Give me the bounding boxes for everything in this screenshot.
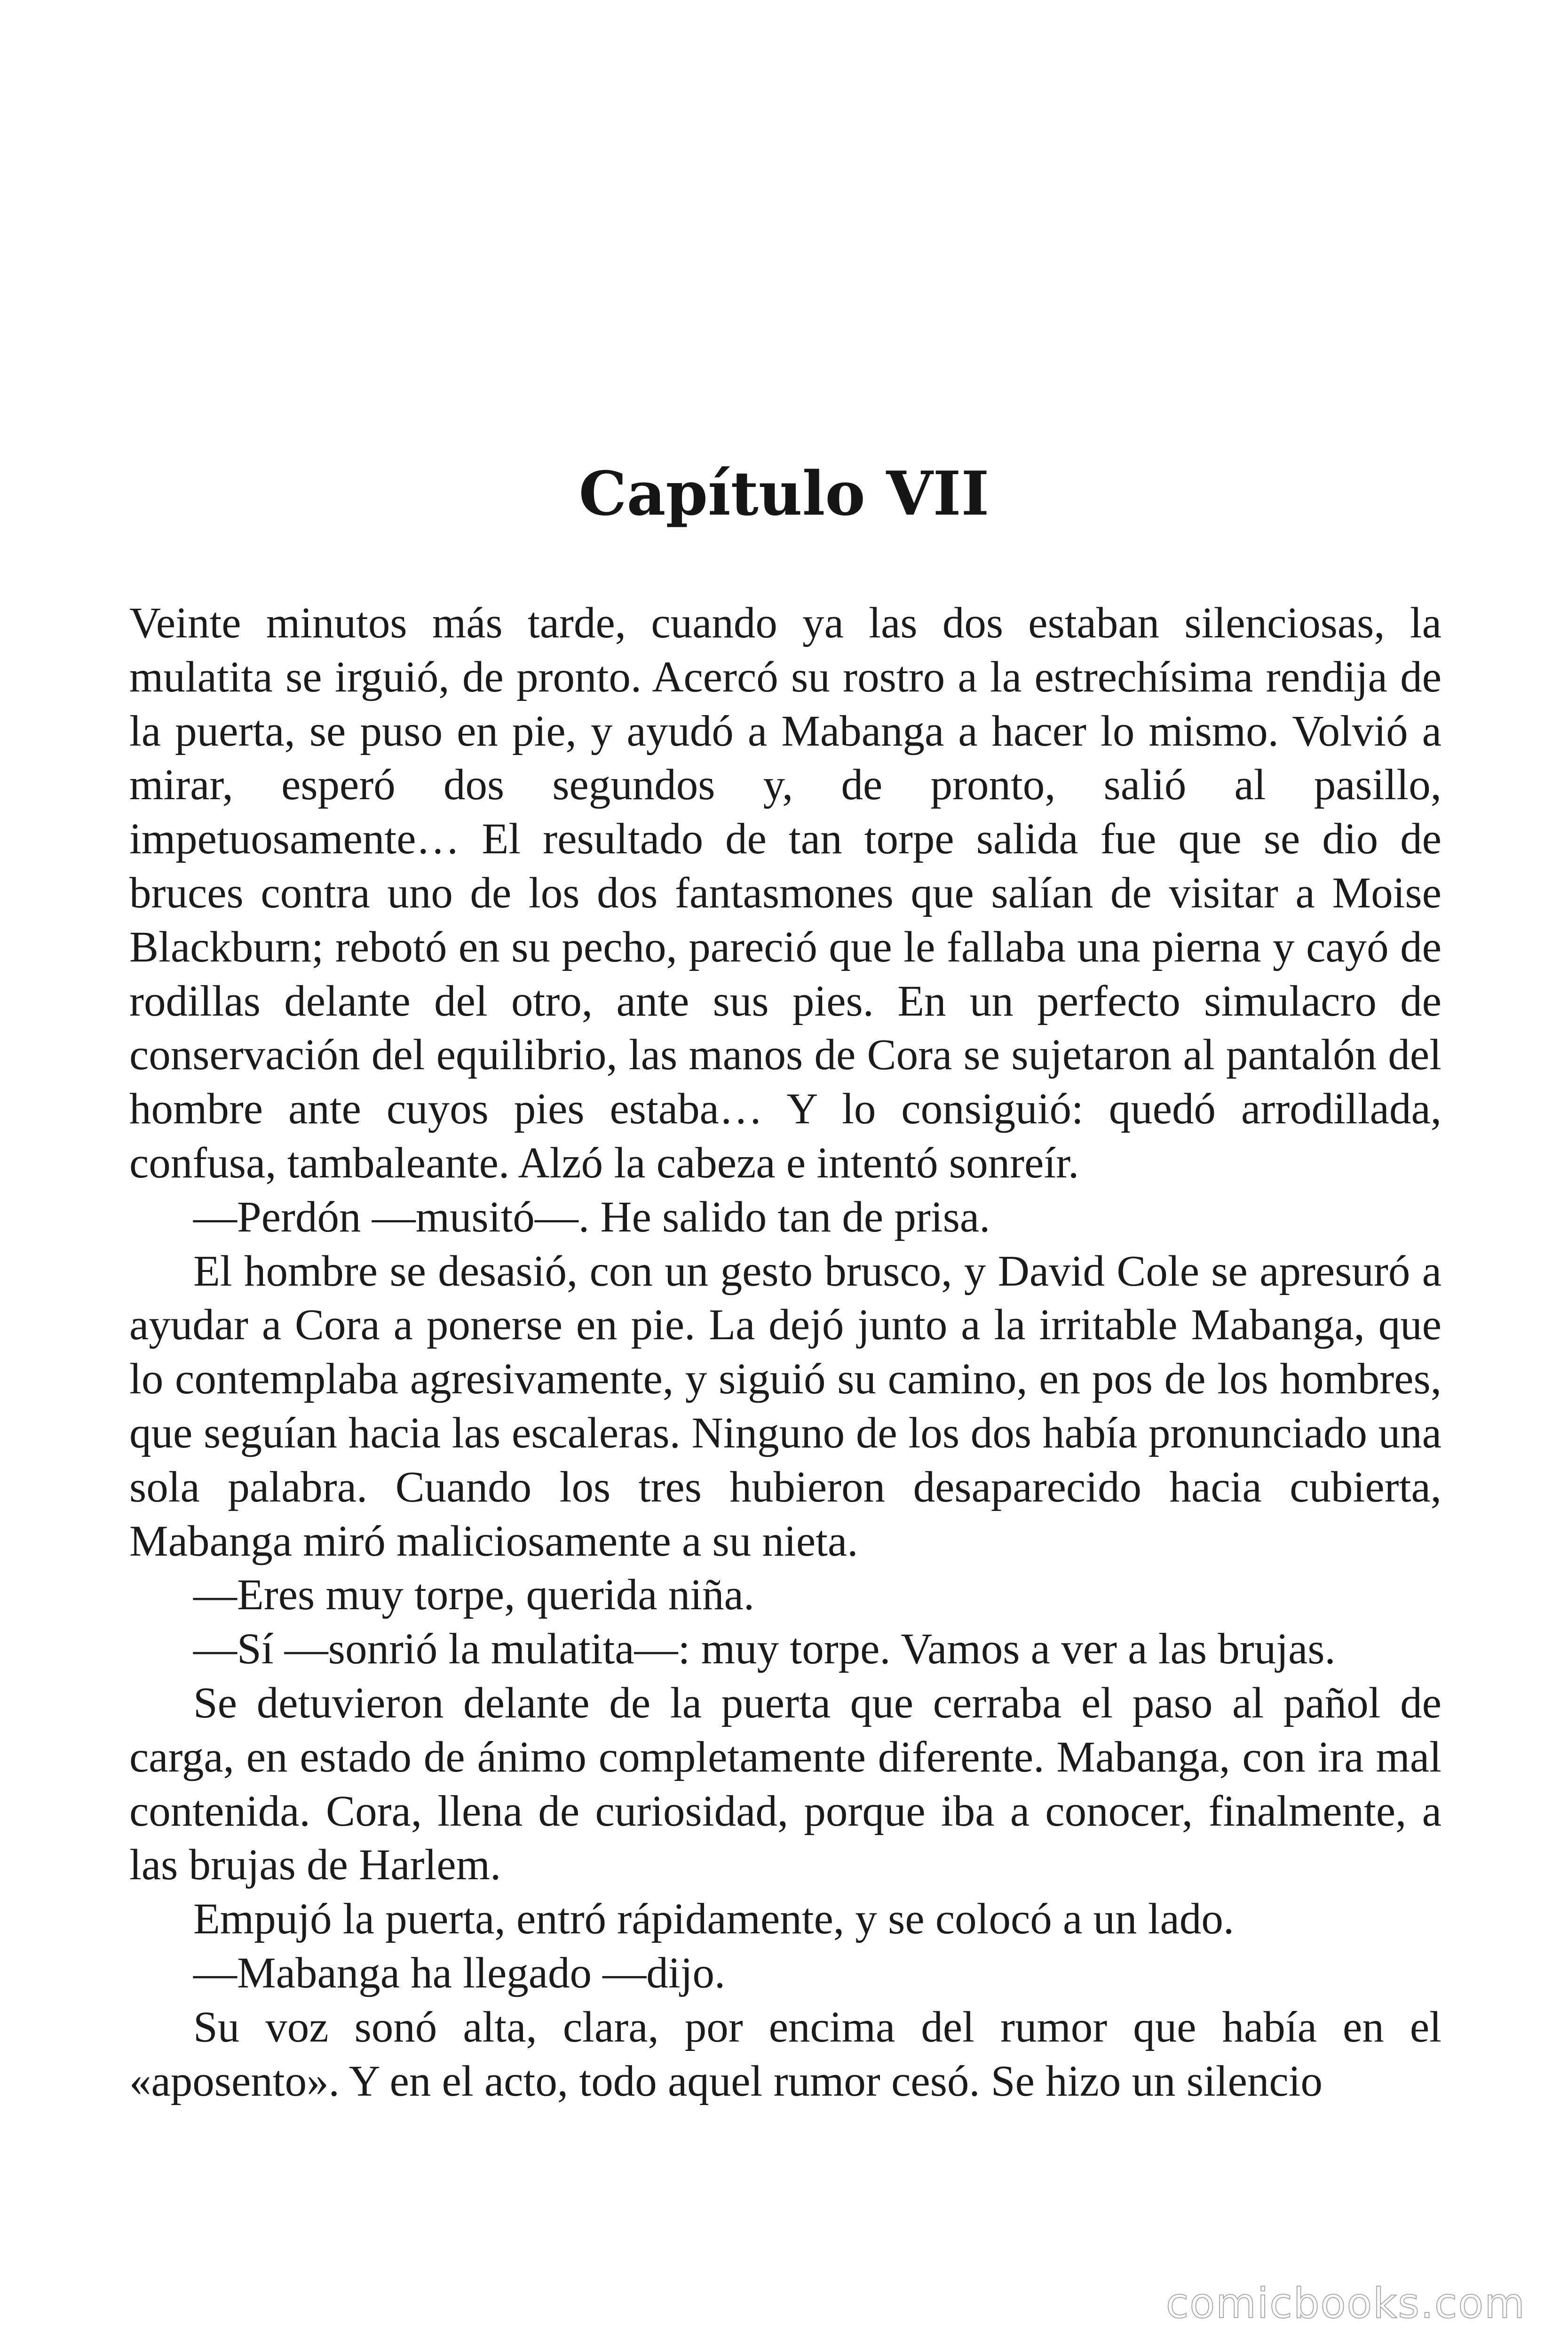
paragraph: —Mabanga ha llegado —dijo. bbox=[193, 1948, 726, 1997]
paragraph: Su voz sonó alta, clara, por encima del rumor que había en el «aposento». Y en el acto, todo aquel rumor cesó. Se hizo un silencio bbox=[129, 2002, 1441, 2106]
chapter-body bbox=[129, 596, 1441, 2108]
chapter-title: Capítulo VII bbox=[578, 459, 990, 529]
watermark-text: comicbooks.com bbox=[1165, 2279, 1526, 2328]
paragraph: —Sí —sonrió la mulatita—: muy torpe. Vamos a ver a las brujas. bbox=[193, 1625, 1336, 1674]
paragraph: Veinte minutos más tarde, cuando ya las dos estaban silenciosas, la mulatita se irguió, de pronto. Acercó su rostro a la estrechísima rendija de la puerta, se puso en pie, y ayudó a Mabanga a hacer lo mismo. Volvió a mirar, esperó dos segundos y, de pronto, salió al pasillo, impetuosamente… El resultado de tan torpe salida fue que se dio de bruces contra uno de los dos fantasmones que salían de visitar a Moise Blackburn; rebotó en su pecho, pareció que le fallaba una pierna y cayó de rodillas delante del otro, ante sus pies. En un perfecto simulacro de conservación del equilibrio, las manos de Cora se sujetaron al pantalón del hombre ante cuyos pies estaba… Y lo consiguió: quedó arrodillada, confusa, tambaleante. Alzó la cabeza e intentó sonreír. bbox=[129, 599, 1441, 1187]
paragraph: —Perdón —musitó—. He salido tan de prisa. bbox=[193, 1192, 990, 1241]
paragraph: Se detuvieron delante de la puerta que cerraba el paso al pañol de carga, en estado de ánimo completamente diferente. Mabanga, con ira mal contenida. Cora, llena de curiosidad, porque iba a conocer, finalmente, a las brujas de Harlem. bbox=[129, 1678, 1441, 1890]
paragraph: Empujó la puerta, entró rápidamente, y se colocó a un lado. bbox=[193, 1895, 1235, 1944]
paragraph: —Eres muy torpe, querida niña. bbox=[193, 1571, 755, 1620]
paragraph: El hombre se desasió, con un gesto brusco, y David Cole se apresuró a ayudar a Cora a ponerse en pie. La dejó junto a la irritable Mabanga, que lo contemplaba agresivamente, y siguió su camino, en pos de los hombres, que seguían hacia las escaleras. Ninguno de los dos había pronunciado una sola palabra. Cuando los tres hubieron desaparecido hacia cubierta, Mabanga miró maliciosamente a su nieta. bbox=[129, 1247, 1441, 1565]
